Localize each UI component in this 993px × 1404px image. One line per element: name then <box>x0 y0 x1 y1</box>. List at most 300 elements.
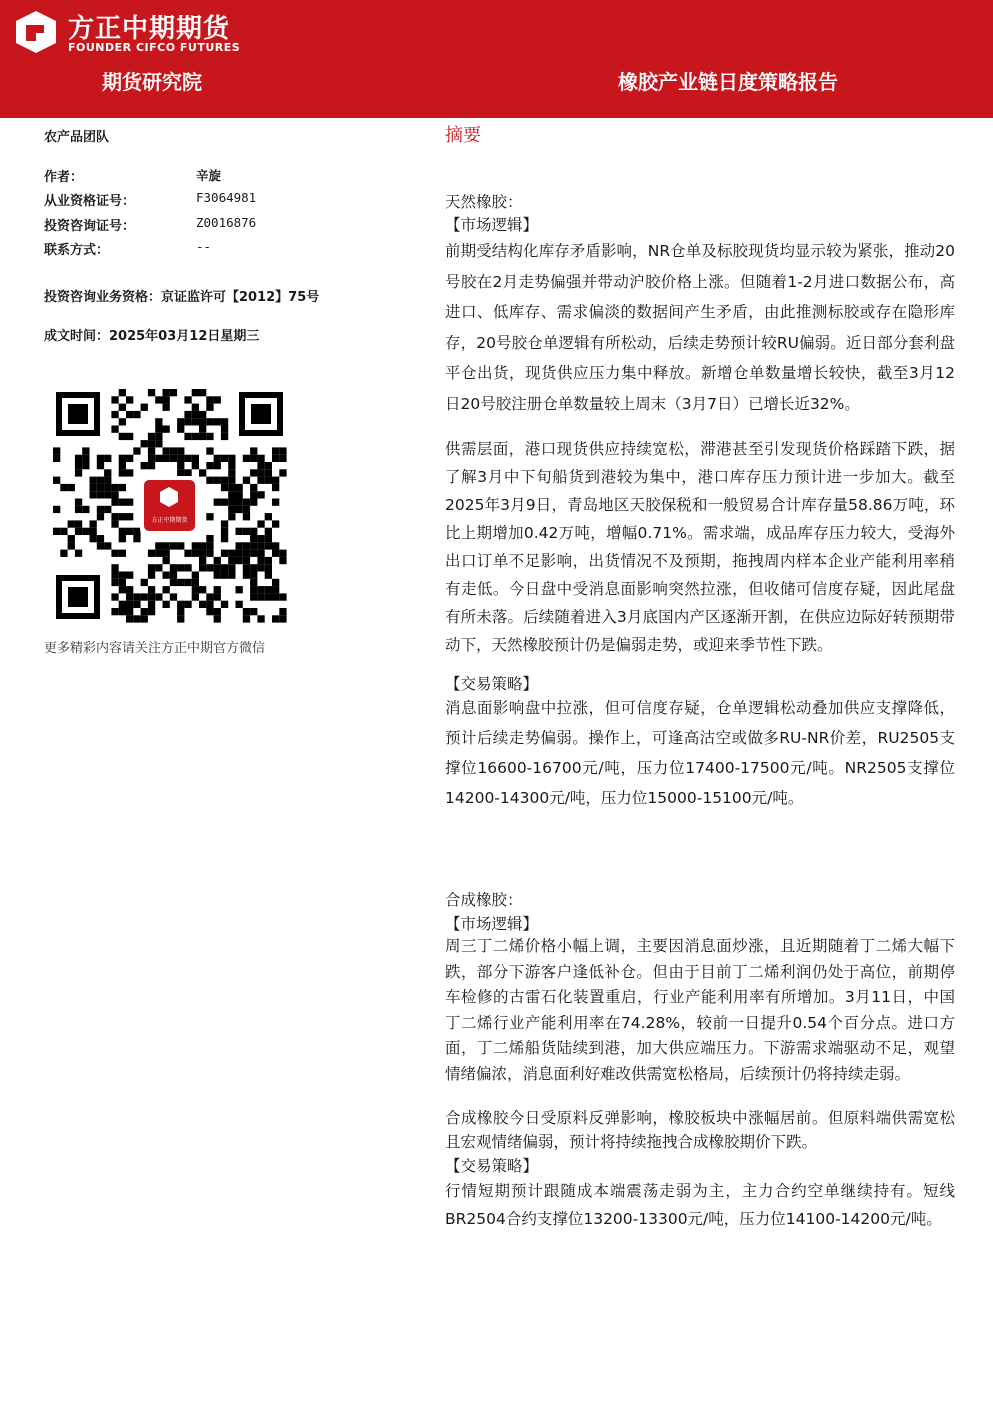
qr-module <box>148 447 155 454</box>
qr-module <box>265 535 272 542</box>
qr-module <box>214 586 221 593</box>
qr-module <box>214 572 221 579</box>
qr-module <box>148 440 155 447</box>
qr-module <box>75 506 82 513</box>
qr-module <box>257 593 264 600</box>
qr-module <box>148 608 155 615</box>
qr-module <box>243 513 250 520</box>
qr-module <box>126 586 133 593</box>
qr-module <box>250 586 257 593</box>
qr-module <box>119 433 126 440</box>
contact-value: -- <box>196 239 212 254</box>
qr-module <box>265 557 272 564</box>
qr-module <box>90 528 97 535</box>
qr-module <box>214 593 221 600</box>
qr-module <box>257 491 264 498</box>
qr-module <box>111 396 118 403</box>
qr-module <box>111 579 118 586</box>
qr-module <box>214 557 221 564</box>
qr-module <box>221 455 228 462</box>
qr-module <box>192 404 199 411</box>
qr-module <box>104 469 111 476</box>
qr-module <box>206 550 213 557</box>
qr-module <box>206 462 213 469</box>
qr-module <box>155 455 162 462</box>
qr-module <box>279 447 286 454</box>
qr-module <box>221 499 228 506</box>
qr-module <box>163 557 170 564</box>
qr-module <box>148 586 155 593</box>
qr-module <box>170 542 177 549</box>
qr-module <box>250 542 257 549</box>
qr-module <box>199 557 206 564</box>
qr-module <box>228 455 235 462</box>
qr-module <box>257 469 264 476</box>
nr-strategy-paragraph: 消息面影响盘中拉涨，但可信度存疑，仓单逻辑松动叠加供应支撑降低，预计后续走势偏弱。操作上，可逢高沽空或做多RU-NR价差，RU2505支撑位16600-16700元/吨，压力位17400-17500元/吨。NR2505支撑位14200-14300元/吨，压力位15000-15100元/吨。 <box>445 699 955 807</box>
qr-module <box>257 564 264 571</box>
qr-module <box>53 455 60 462</box>
qr-module <box>243 550 250 557</box>
qr-module <box>163 447 170 454</box>
qr-module <box>199 426 206 433</box>
qr-module <box>141 440 148 447</box>
qr-module <box>126 593 133 600</box>
qr-module <box>119 499 126 506</box>
qr-module <box>228 491 235 498</box>
qr-module <box>236 586 243 593</box>
qr-module <box>206 513 213 520</box>
qr-module <box>163 550 170 557</box>
qr-module <box>170 593 177 600</box>
qr-module <box>60 484 67 491</box>
qr-module <box>163 601 170 608</box>
qr-module <box>206 535 213 542</box>
qr-module <box>133 601 140 608</box>
qr-module <box>163 396 170 403</box>
qr-module <box>272 484 279 491</box>
contact-label: 联系方式： <box>44 243 110 258</box>
cert-label: 从业资格证号： <box>44 194 136 209</box>
qr-module <box>250 499 257 506</box>
qr-module <box>148 593 155 600</box>
qr-module <box>82 455 89 462</box>
qr-module <box>126 513 133 520</box>
qr-module <box>279 455 286 462</box>
qr-module <box>119 469 126 476</box>
qr-module <box>126 411 133 418</box>
qr-module <box>221 426 228 433</box>
qr-module <box>257 586 264 593</box>
qr-module <box>265 586 272 593</box>
qr-module <box>221 418 228 425</box>
author-label: 作者： <box>44 170 84 185</box>
qr-module <box>111 572 118 579</box>
qr-module <box>177 601 184 608</box>
qr-module <box>199 550 206 557</box>
qr-module <box>163 586 170 593</box>
qr-module <box>192 389 199 396</box>
qr-module <box>250 608 257 615</box>
qr-module <box>60 550 67 557</box>
qr-module <box>141 404 148 411</box>
qr-module <box>272 520 279 527</box>
qr-module <box>119 579 126 586</box>
consult-label: 投资咨询证号： <box>44 219 136 234</box>
qr-module <box>199 433 206 440</box>
qr-module <box>90 520 97 527</box>
qr-module <box>192 462 199 469</box>
qr-module <box>243 455 250 462</box>
qr-module <box>111 411 118 418</box>
qr-module <box>97 542 104 549</box>
qr-module <box>141 462 148 469</box>
qr-module <box>214 455 221 462</box>
qr-module <box>243 477 250 484</box>
qr-module <box>228 564 235 571</box>
founder-logo-icon <box>14 11 58 53</box>
qr-module <box>126 572 133 579</box>
qr-module <box>155 433 162 440</box>
qr-module <box>184 469 191 476</box>
br-logic-label: 【市场逻辑】 <box>445 915 539 933</box>
qr-module <box>170 564 177 571</box>
qr-module <box>257 557 264 564</box>
qr-module <box>236 491 243 498</box>
team-name: 农产品团队 <box>44 130 110 145</box>
qr-module <box>184 418 191 425</box>
qr-module <box>141 593 148 600</box>
qr-module <box>177 426 184 433</box>
qr-module <box>199 542 206 549</box>
qr-module <box>97 535 104 542</box>
qr-module <box>119 535 126 542</box>
nr-heading: 天然橡胶： <box>445 193 523 211</box>
qr-module <box>272 499 279 506</box>
qr-module <box>90 491 97 498</box>
qr-module <box>214 564 221 571</box>
qr-module <box>221 520 228 527</box>
qr-module <box>184 550 191 557</box>
qr-module <box>192 542 199 549</box>
qr-module <box>119 586 126 593</box>
qr-module <box>206 601 213 608</box>
qr-module <box>272 447 279 454</box>
qr-module <box>163 572 170 579</box>
qr-module <box>141 615 148 622</box>
report-title: 橡胶产业链日度策略报告 <box>618 70 838 94</box>
qr-module <box>250 484 257 491</box>
qr-module <box>243 615 250 622</box>
qr-module <box>75 469 82 476</box>
qr-module <box>228 572 235 579</box>
qr-module <box>104 491 111 498</box>
qr-module <box>272 615 279 622</box>
qr-module <box>155 440 162 447</box>
qr-module <box>192 455 199 462</box>
qr-module <box>243 564 250 571</box>
qr-module <box>75 550 82 557</box>
qr-module <box>192 572 199 579</box>
qr-module <box>133 535 140 542</box>
qr-module <box>155 550 162 557</box>
qr-module <box>119 455 126 462</box>
qr-module <box>272 550 279 557</box>
qr-module <box>68 535 75 542</box>
qr-module <box>279 557 286 564</box>
qr-module <box>228 550 235 557</box>
qr-module <box>97 484 104 491</box>
qr-module <box>163 389 170 396</box>
qr-module <box>236 557 243 564</box>
qr-module <box>257 535 264 542</box>
qr-module <box>250 572 257 579</box>
qr-module <box>148 455 155 462</box>
qr-module <box>265 542 272 549</box>
qr-module <box>126 396 133 403</box>
qr-module <box>265 477 272 484</box>
qr-module <box>192 593 199 600</box>
qr-module <box>243 542 250 549</box>
qr-module <box>206 542 213 549</box>
qr-module <box>206 418 213 425</box>
qr-module <box>119 389 126 396</box>
br-logic-paragraph-2: 合成橡胶今日受原料反弹影响，橡胶板块中涨幅居前。但原料端供需宽松且宏观情绪偏弱，预计将持续拖拽合成橡胶期价下跌。 <box>445 1109 955 1151</box>
qr-module <box>236 506 243 513</box>
qr-module <box>199 564 206 571</box>
qr-module <box>250 550 257 557</box>
qr-module <box>104 506 111 513</box>
qr-module <box>214 608 221 615</box>
qr-module <box>221 601 228 608</box>
qr-module <box>53 447 60 454</box>
qr-module <box>155 418 162 425</box>
qr-module <box>111 491 118 498</box>
qr-module <box>214 477 221 484</box>
qr-module <box>243 506 250 513</box>
qr-module <box>221 535 228 542</box>
qr-module <box>75 462 82 469</box>
qr-module <box>192 550 199 557</box>
qr-module <box>148 601 155 608</box>
nr-strategy-label: 【交易策略】 <box>445 675 539 693</box>
qr-module <box>148 572 155 579</box>
qr-module <box>184 601 191 608</box>
qr-module <box>111 499 118 506</box>
qr-module <box>155 564 162 571</box>
qr-module <box>199 418 206 425</box>
brand-name-en: FOUNDER CIFCO FUTURES <box>68 41 241 54</box>
qr-module <box>250 455 257 462</box>
qr-module <box>111 608 118 615</box>
qr-module <box>206 447 213 454</box>
qr-module <box>90 535 97 542</box>
qr-module <box>177 418 184 425</box>
qr-module <box>177 564 184 571</box>
qr-module <box>90 484 97 491</box>
qr-module <box>97 491 104 498</box>
qr-module <box>243 608 250 615</box>
qr-module <box>272 455 279 462</box>
qr-module <box>221 564 228 571</box>
qr-module <box>177 455 184 462</box>
qr-module <box>236 550 243 557</box>
qr-module <box>126 601 133 608</box>
qr-module <box>243 528 250 535</box>
qr-module <box>221 528 228 535</box>
qr-module <box>228 484 235 491</box>
qr-module <box>272 593 279 600</box>
qr-module <box>272 579 279 586</box>
qr-module <box>97 455 104 462</box>
qr-module <box>257 462 264 469</box>
qr-module <box>206 564 213 571</box>
qr-module <box>228 513 235 520</box>
qr-module <box>214 462 221 469</box>
qr-module <box>177 608 184 615</box>
qr-module <box>250 447 257 454</box>
qr-module <box>199 411 206 418</box>
qr-module <box>163 455 170 462</box>
qr-module <box>192 411 199 418</box>
qr-module <box>170 389 177 396</box>
report-header <box>0 0 993 118</box>
qr-module <box>279 615 286 622</box>
qr-module <box>265 572 272 579</box>
qr-module <box>82 447 89 454</box>
qr-module <box>97 462 104 469</box>
qr-module <box>265 469 272 476</box>
qr-module <box>250 528 257 535</box>
qr-module <box>126 433 133 440</box>
qr-module <box>243 499 250 506</box>
qr-module <box>184 411 191 418</box>
qr-module <box>104 542 111 549</box>
qr-module <box>60 528 67 535</box>
qr-module <box>228 499 235 506</box>
qr-module <box>75 455 82 462</box>
nr-logic-paragraph-2: 供需层面，港口现货供应持续宽松，滞港甚至引发现货价格踩踏下跌，据了解3月中下旬船货到港较为集中，港口库存压力预计进一步加大。截至2025年3月9日，青岛地区天胶保税和一般贸易合计库存量58.86万吨，环比上期增加0.42万吨，增幅0.71%。需求端，成品库存压力较大，受海外出口订单不足影响，出货情况不及预期，拖拽周内样本企业产能利用率稍有走低。今日盘中受消息面影响突然拉涨，但收储可信度存疑，因此尾盘有所未落。后续随着进入3月底国内产区逐渐开割，在供应边际好转预期带动下，天然橡胶预计仍是偏弱走势，或迎来季节性下跌。 <box>445 440 955 654</box>
qr-module <box>192 579 199 586</box>
qr-module <box>177 462 184 469</box>
qr-module <box>221 572 228 579</box>
qr-module <box>119 550 126 557</box>
qr-module <box>279 608 286 615</box>
qr-module <box>119 404 126 411</box>
qr-module <box>228 477 235 484</box>
qr-module <box>148 564 155 571</box>
qr-module <box>177 579 184 586</box>
qr-module <box>184 579 191 586</box>
qr-module <box>257 550 264 557</box>
qr-module <box>97 477 104 484</box>
qr-module <box>104 484 111 491</box>
qr-module <box>184 564 191 571</box>
qr-module <box>126 499 133 506</box>
qr-module <box>104 455 111 462</box>
qr-module <box>75 499 82 506</box>
qr-module <box>126 455 133 462</box>
qr-module <box>155 542 162 549</box>
qr-module <box>104 477 111 484</box>
qr-module <box>163 426 170 433</box>
qr-module <box>119 513 126 520</box>
qr-module <box>133 528 140 535</box>
qr-module <box>119 572 126 579</box>
qr-module <box>250 535 257 542</box>
qr-module <box>90 477 97 484</box>
qr-module <box>279 550 286 557</box>
nr-logic-paragraph-1: 前期受结构化库存矛盾影响，NR仓单及标胶现货均显示较为紧张，推动20号胶在2月走势偏强并带动沪胶价格上涨。但随着1-2月进口数据公布，高进口、低库存、需求偏淡的数据间产生矛盾，由此推测标胶或存在隐形库存，20号胶仓单逻辑有所松动，后续走势预计较RU偏弱。近日部分套利盘平仓出货，现货供应压力集中释放。新增仓单数量增长较快，截至3月12日20号胶注册仓单数量较上周末（3月7日）已增长近32%。 <box>445 242 955 413</box>
qr-module <box>126 615 133 622</box>
qr-module <box>265 564 272 571</box>
qr-module <box>214 418 221 425</box>
qr-module <box>133 447 140 454</box>
qr-module <box>148 550 155 557</box>
qr-module <box>250 469 257 476</box>
qr-module <box>75 520 82 527</box>
qr-module <box>68 484 75 491</box>
qr-module <box>163 542 170 549</box>
qr-module <box>148 433 155 440</box>
qr-module <box>119 484 126 491</box>
qr-module <box>265 513 272 520</box>
qr-module <box>250 579 257 586</box>
qr-module <box>141 579 148 586</box>
qr-module <box>257 455 264 462</box>
qr-module <box>53 506 60 513</box>
wechat-qr-code[interactable] <box>52 388 287 623</box>
qr-module <box>97 506 104 513</box>
department-title: 期货研究院 <box>102 70 202 94</box>
qr-module <box>199 389 206 396</box>
qr-module <box>214 396 221 403</box>
qr-module <box>221 477 228 484</box>
qr-logo-text: 方正中期期货 <box>151 517 188 524</box>
qr-module <box>177 447 184 454</box>
qr-module <box>265 593 272 600</box>
qr-module <box>221 550 228 557</box>
qr-module <box>155 426 162 433</box>
qr-module <box>221 433 228 440</box>
qr-module <box>192 433 199 440</box>
qr-module <box>243 572 250 579</box>
qr-module <box>206 608 213 615</box>
qr-module <box>82 528 89 535</box>
summary-title: 摘要 <box>445 125 481 146</box>
qr-module <box>206 477 213 484</box>
qr-module <box>170 579 177 586</box>
qr-module <box>126 608 133 615</box>
qr-module <box>53 477 60 484</box>
qr-module <box>250 564 257 571</box>
qr-module <box>199 601 206 608</box>
qr-module <box>133 593 140 600</box>
qr-module <box>111 550 118 557</box>
qr-module <box>228 462 235 469</box>
qr-module <box>177 542 184 549</box>
publish-date: 成文时间：2025年03月12日星期三 <box>44 329 260 344</box>
qr-module <box>192 586 199 593</box>
qr-module <box>236 528 243 535</box>
br-heading: 合成橡胶： <box>445 891 523 909</box>
qr-module <box>228 557 235 564</box>
author-name: 辛旋 <box>196 168 222 183</box>
qr-module <box>257 615 264 622</box>
qr-module <box>272 586 279 593</box>
qr-module <box>206 433 213 440</box>
qr-module <box>119 608 126 615</box>
qr-module <box>119 418 126 425</box>
